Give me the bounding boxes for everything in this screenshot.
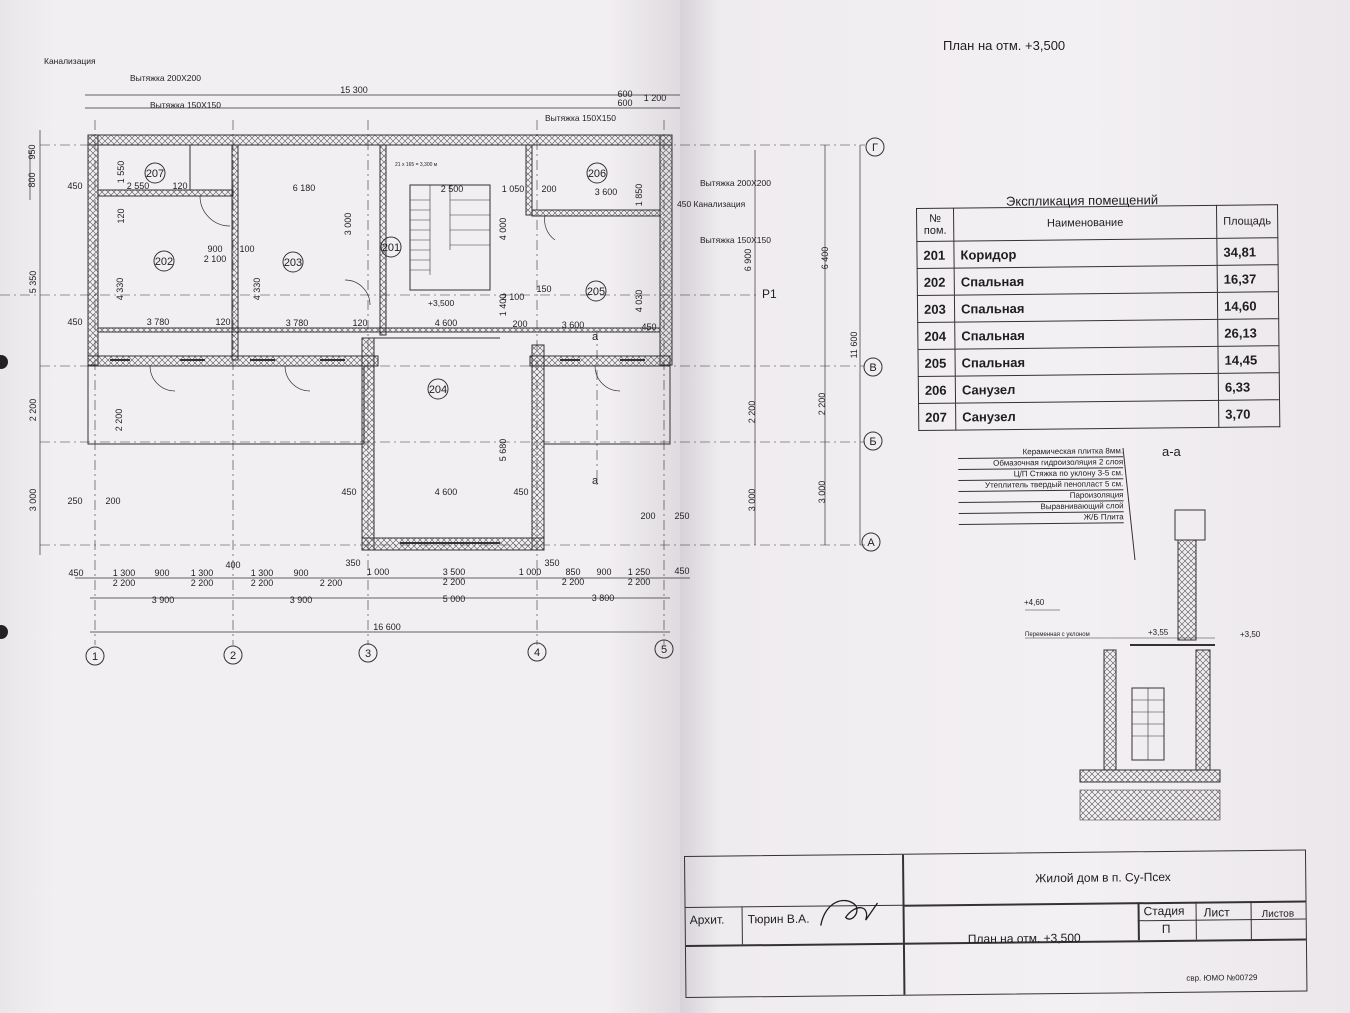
callout-vent: Вытяжка 150Х150	[150, 100, 221, 110]
dimension: 450	[341, 487, 357, 497]
layer-item: Выравнивающий слой	[959, 501, 1124, 514]
dimension: 3 000	[817, 480, 827, 504]
dimension: 1 250	[627, 567, 651, 577]
callout-vent: Вытяжка 150Х150	[700, 235, 771, 245]
dimension: 3 000	[343, 212, 353, 236]
room-num: 205	[918, 349, 955, 376]
room-name: Санузел	[956, 400, 1219, 430]
col-header-num: № пом.	[917, 208, 954, 241]
dimension: 3 780	[146, 317, 170, 327]
col-header-area: Площадь	[1216, 205, 1277, 239]
room-area: 26,13	[1218, 319, 1279, 347]
dimension: 2 200	[28, 398, 38, 422]
room-area: 14,60	[1217, 292, 1278, 320]
room-number: 205	[586, 286, 606, 298]
callout-vent: Вытяжка 150Х150	[545, 113, 616, 123]
table-row	[918, 346, 1279, 377]
dimension: 800	[27, 172, 37, 188]
certificate-number: свр. ЮМО №00729	[1186, 973, 1258, 983]
title-block	[684, 849, 1307, 998]
room-number: 206	[587, 168, 607, 180]
dimension: 120	[172, 181, 188, 191]
dimension: 350	[544, 558, 560, 568]
axis-label: 3	[364, 648, 372, 660]
dimension: 120	[215, 317, 231, 327]
room-number: 204	[428, 384, 448, 396]
dimension: 900	[207, 244, 223, 254]
dimension: 4 600	[434, 318, 458, 328]
dimension: 1 400	[498, 293, 508, 317]
elevation-mark: +3,55	[1148, 628, 1169, 637]
role-label: Архит.	[689, 912, 725, 927]
elevation-mark: +4,60	[1024, 598, 1045, 607]
table-row	[917, 238, 1278, 269]
sheet-header-title: План на отм. +3,500	[943, 38, 1066, 53]
designer-name: Тюрин В.А.	[747, 911, 810, 927]
dimension: 1 300	[112, 568, 136, 578]
dimension: 3 600	[594, 187, 618, 197]
layer-item: Пароизоляция	[958, 490, 1123, 503]
room-area: 14,45	[1218, 346, 1279, 374]
table-row	[919, 400, 1280, 431]
dimension: 2 200	[561, 577, 585, 587]
sheet-title: План на отм. +3,500	[967, 930, 1081, 947]
dimension: 3 500	[442, 567, 466, 577]
table-header-row	[917, 205, 1278, 242]
layer-item: Ц/П Стяжка по уклону 3-5 см.	[958, 468, 1123, 481]
explication-table	[916, 204, 1280, 431]
dimension: 450	[67, 181, 83, 191]
room-name: Спальная	[955, 319, 1218, 349]
table-row	[917, 292, 1278, 323]
layer-item: Ж/Б Плита	[959, 512, 1124, 525]
dimension: 3 000	[28, 488, 38, 512]
dimension: 200	[541, 184, 557, 194]
dimension: 6 900	[743, 248, 753, 272]
dimension: 450	[674, 566, 690, 576]
dimension: 850	[565, 567, 581, 577]
dimension: 1 850	[634, 183, 644, 207]
layer-item: Керамическая плитка 8мм.	[958, 446, 1123, 459]
dimension: 2 200	[250, 578, 274, 588]
dimension: 200	[105, 496, 121, 506]
dimension: 2 550	[126, 181, 150, 191]
project-name: Жилой дом в п. Су-Псех	[1035, 869, 1171, 886]
room-number: 207	[145, 168, 165, 180]
dimension: 600	[617, 98, 633, 108]
dimension: 950	[27, 144, 37, 160]
dimension: 120	[352, 318, 368, 328]
room-num: 206	[918, 376, 955, 403]
axis-label: В	[869, 362, 877, 374]
dimension: 120	[116, 208, 126, 224]
dimension: 400	[225, 560, 241, 570]
dimension: 4 000	[498, 217, 508, 241]
dimension: 3 800	[591, 593, 615, 603]
dimension: 250	[67, 496, 83, 506]
section-mark: а	[592, 331, 599, 343]
dimension: 5 350	[28, 270, 38, 294]
stage-value: П	[1161, 921, 1171, 937]
dimension: 900	[154, 568, 170, 578]
dimension: 1 000	[366, 567, 390, 577]
room-number: 201	[381, 242, 401, 254]
layer-item: Утеплитель твердый пенопласт 5 см.	[958, 479, 1123, 492]
slope-note: Переменная с уклоном	[1025, 632, 1090, 638]
dimension: 5 680	[498, 438, 508, 462]
dimension: 11 600	[849, 331, 859, 359]
col-header-name: Наименование	[954, 205, 1217, 241]
stair-note: 21 х 165 = 3,300 м	[395, 162, 438, 168]
dimension: 1 300	[250, 568, 274, 578]
dimension: 16 600	[373, 622, 401, 632]
elevation-mark: +3,50	[1240, 630, 1261, 639]
dimension: 150	[536, 284, 552, 294]
elevation-mark: +3,500	[428, 298, 455, 308]
room-num: 201	[917, 241, 954, 268]
axis-label: 5	[660, 644, 668, 656]
dimension: 200	[512, 319, 528, 329]
room-num: 202	[917, 268, 954, 295]
section-label: а-а	[1162, 444, 1181, 459]
dimension: 4 330	[115, 277, 125, 301]
dimension: 2 200	[319, 578, 343, 588]
callout-sewer: 450 Канализация	[677, 199, 746, 209]
stage-label: Стадия	[1143, 903, 1185, 919]
dimension: 1 550	[116, 160, 126, 184]
axis-label: 1	[91, 651, 99, 663]
section-mark: а	[592, 475, 599, 487]
room-name: Санузел	[955, 373, 1218, 403]
dimension: 900	[596, 567, 612, 577]
dimension: 4 600	[434, 487, 458, 497]
dimension: 450	[513, 487, 529, 497]
dimension: 2 500	[440, 184, 464, 194]
dimension: 100	[239, 244, 255, 254]
dimension: 3 000	[747, 488, 757, 512]
room-num: 204	[918, 322, 955, 349]
dimension: 3 780	[285, 318, 309, 328]
room-number: 203	[283, 257, 303, 269]
dimension: 2 100	[501, 292, 525, 302]
callout-vent: Вытяжка 200Х200	[130, 73, 201, 83]
dimension: 2 200	[114, 408, 124, 432]
dimension: 2 200	[817, 392, 827, 416]
dimension: 1 050	[501, 184, 525, 194]
dimension: 450	[67, 317, 83, 327]
room-num: 207	[919, 403, 956, 430]
axis-label: 4	[533, 647, 541, 659]
axis-label: А	[867, 537, 875, 549]
callout-sewer: Канализация	[44, 56, 96, 66]
axis-label: Б	[869, 436, 877, 448]
sheets-label: Листов	[1261, 908, 1295, 920]
room-name: Спальная	[955, 346, 1218, 376]
explication-title: Экспликация помещений	[1005, 192, 1159, 209]
dimension: 6 180	[292, 183, 316, 193]
dimension: 200	[640, 511, 656, 521]
signature	[815, 895, 885, 936]
dimension: 2 200	[112, 578, 136, 588]
dimension: 15 300	[340, 85, 368, 95]
dimension: 450	[641, 322, 657, 332]
dimension: 4 330	[252, 277, 262, 301]
table-row	[918, 373, 1279, 404]
dimension: 1 000	[518, 567, 542, 577]
dimension: 3 600	[561, 320, 585, 330]
dimension: 900	[293, 568, 309, 578]
callout-vent: Вытяжка 200Х200	[700, 178, 771, 188]
dimension: 2 200	[442, 577, 466, 587]
dimension: 250	[674, 511, 690, 521]
dimension: 3 900	[289, 595, 313, 605]
dimension: 1 200	[643, 93, 667, 103]
room-area: 6,33	[1218, 373, 1279, 401]
axis-label: Г	[872, 142, 878, 154]
dimension: 2 200	[747, 400, 757, 424]
floor-layers-legend	[958, 446, 1124, 525]
table-row	[917, 265, 1278, 296]
dimension: 450	[68, 568, 84, 578]
room-number: 202	[154, 256, 174, 268]
dimension: 2 100	[203, 254, 227, 264]
dimension: 2 200	[627, 577, 651, 587]
dimension: 600	[617, 89, 633, 99]
layer-item: Обмазочная гидроизоляция 2 слоя	[958, 457, 1123, 470]
room-area: 3,70	[1219, 400, 1280, 428]
room-area: 34,81	[1217, 238, 1278, 266]
dimension: 350	[345, 558, 361, 568]
room-name: Спальная	[954, 265, 1217, 295]
room-name: Спальная	[954, 292, 1217, 322]
room-area: 16,37	[1217, 265, 1278, 293]
room-num: 203	[917, 295, 954, 322]
dimension: 3 900	[151, 595, 175, 605]
sheet-label: Лист	[1203, 905, 1230, 920]
room-name: Коридор	[954, 238, 1217, 268]
axis-label: 2	[229, 650, 237, 662]
dimension: 5 000	[442, 594, 466, 604]
dimension: 1 300	[190, 568, 214, 578]
dimension: 2 200	[190, 578, 214, 588]
section-line-label: Р1	[762, 287, 777, 301]
table-row	[918, 319, 1279, 350]
dimension: 6 400	[820, 246, 830, 270]
dimension: 4 030	[634, 289, 644, 313]
